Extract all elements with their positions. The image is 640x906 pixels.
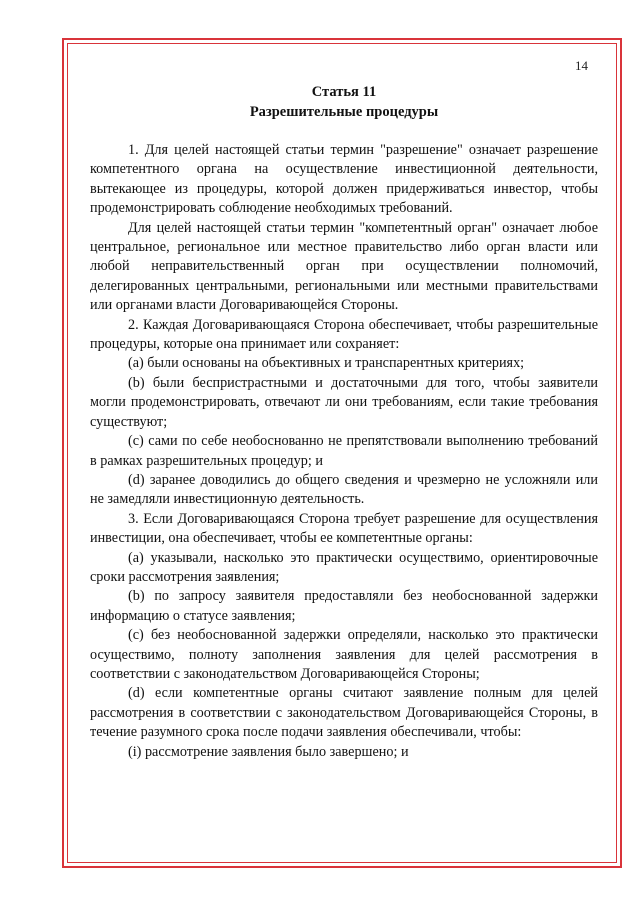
paragraph: Для целей настоящей статьи термин "компетентный орган" означает любое центральное, региональное или местное правительство либо орган власти или любой неправительственный орган при осуществлении полномочий, делегированных центральными, региональными или местными правительствами или органами власти Договаривающейся Стороны.: [90, 219, 598, 314]
paragraph: (b) были беспристрастными и достаточными для того, чтобы заявители могли продемонстрировать, отвечают ли они требованиям, если такие требования существуют;: [90, 374, 598, 430]
article-number: Статья 11: [311, 84, 377, 100]
paragraph: 1. Для целей настоящей статьи термин "разрешение" означает разрешение компетентного органа на осуществление инвестиционной деятельности, вытекающее из процедуры, которой должен придерживаться инвестор, чтобы продемонстрировать соблюдение необходимых требований.: [90, 142, 598, 217]
paragraph: (b) по запросу заявителя предоставляли без необоснованной задержки информацию о статусе заявления;: [90, 588, 598, 624]
article-header: [90, 82, 598, 122]
paragraph: (a) указывали, насколько это практически осуществимо, ориентировочные сроки рассмотрения заявления;: [90, 549, 598, 585]
paragraph: (c) сами по себе необоснованно не препятствовали выполнению требований в рамках разрешительных процедур; и: [90, 433, 598, 469]
paragraph: 2. Каждая Договаривающаяся Сторона обеспечивает, чтобы разрешительные процедуры, которые она принимает или сохраняет:: [90, 316, 598, 353]
page-number: 14: [575, 58, 588, 73]
paragraph: (c) без необоснованной задержки определяли, насколько это практически осуществимо, полноту заполнения заявления для целей рассмотрения в соответствии с законодательством Договаривающейся Стороны;: [90, 627, 598, 682]
paragraph: (d) если компетентные органы считают заявление полным для целей рассмотрения в соответствии с законодательством Договаривающейся Стороны, в течение разумного срока после подачи заявления обеспечивали, чтобы:: [90, 685, 598, 741]
article-body: [90, 141, 598, 762]
paragraph: (i) рассмотрение заявления было завершено; и: [128, 743, 409, 760]
paragraph: 3. Если Договаривающаяся Сторона требует разрешение для осуществления инвестиции, она обеспечивает, чтобы ее компетентные органы:: [90, 510, 598, 547]
paragraph: (a) были основаны на объективных и транспарентных критериях;: [128, 355, 525, 372]
paragraph: (d) заранее доводились до общего сведения и чрезмерно не усложняли или не замедляли инвестиционную деятельность.: [90, 471, 598, 508]
article-title: Разрешительные процедуры: [249, 104, 439, 120]
